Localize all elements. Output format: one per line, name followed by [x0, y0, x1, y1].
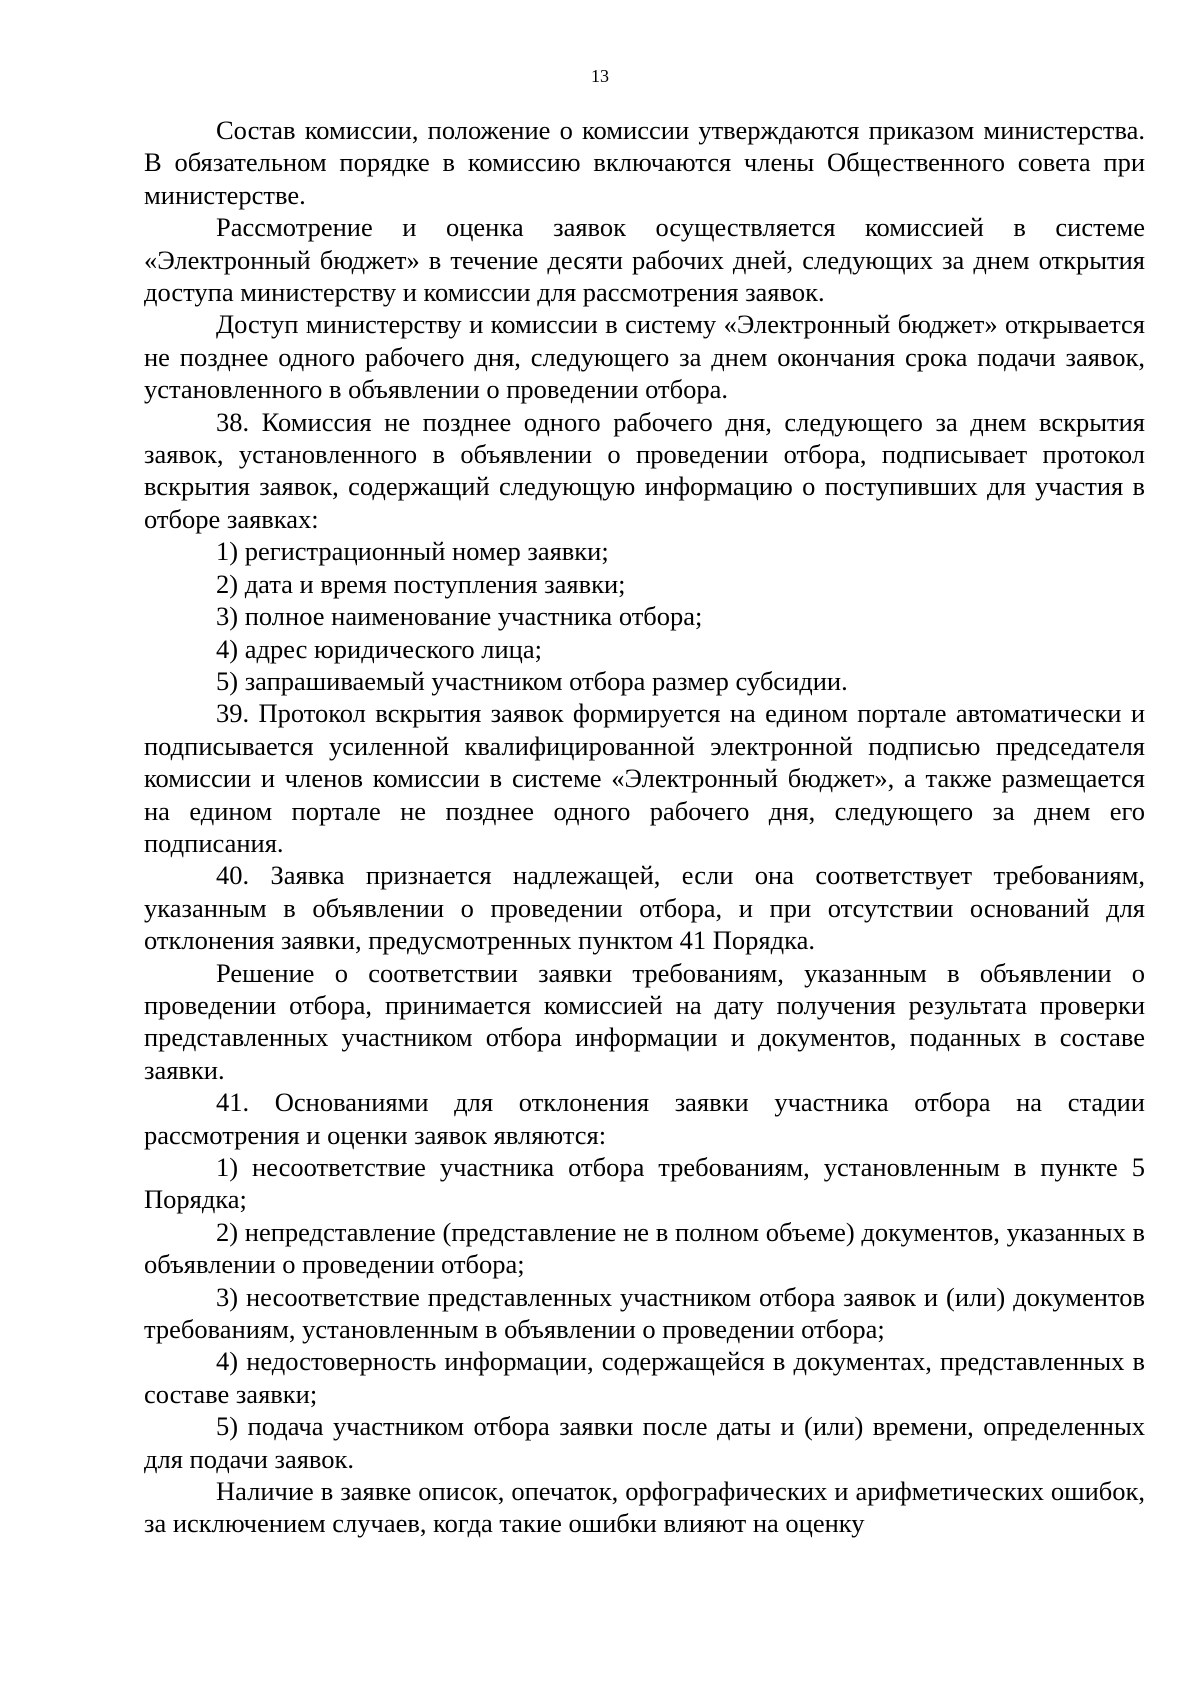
list-item-38-1: 1) регистрационный номер заявки; [216, 536, 609, 567]
list-item-41-5: 5) подача участником отбора заявки после даты и (или) времени, определенных для подачи заявок. [144, 1411, 1145, 1474]
list-item-41-2: 2) непредставление (представление не в полном объеме) документов, указанных в объявлении о проведении отбора; [144, 1216, 1145, 1280]
list-item-38-3: 3) полное наименование участника отбора; [216, 601, 703, 632]
paragraph-41: 41. Основаниями для отклонения заявки участника отбора на стадии рассмотрения и оценки заявок являются: [144, 1087, 1145, 1150]
list-item-38-4: 4) адрес юридического лица; [216, 633, 542, 664]
list-item-38-2: 2) дата и время поступления заявки; [216, 568, 626, 599]
list-item-41-4: 4) недостоверность информации, содержащейся в документах, представленных в составе заявки; [144, 1346, 1145, 1409]
document-body [144, 114, 1145, 1540]
paragraph-typos: Наличие в заявке описок, опечаток, орфографических и арифметических ошибок, за исключением случаев, когда такие ошибки влияют на оценку [144, 1476, 1145, 1539]
list-item-38-5: 5) запрашиваемый участником отбора размер субсидии. [216, 665, 848, 696]
paragraph-40: 40. Заявка признается надлежащей, если она соответствует требованиям, указанным в объявлении о проведении отбора, и при отсутствии оснований для отклонения заявки, предусмотренных пунктом 41 Порядка. [144, 860, 1145, 956]
paragraph-commission-composition: Состав комиссии, положение о комиссии утверждаются приказом министерства. В обязательном порядке в комиссию включаются члены Общественного совета при министерстве. [144, 115, 1145, 210]
paragraph-38: 38. Комиссия не позднее одного рабочего дня, следующего за днем вскрытия заявок, установленного в объявлении о проведении отбора, подписывает протокол вскрытия заявок, содержащий следующую информацию о поступивших для участия в отборе заявках: [144, 406, 1145, 534]
page-number: 13 [591, 66, 609, 86]
list-item-41-1: 1) несоответствие участника отбора требованиям, установленным в пункте 5 Порядка; [144, 1152, 1145, 1215]
paragraph-review-evaluation: Рассмотрение и оценка заявок осуществляется комиссией в системе «Электронный бюджет» в течение десяти рабочих дней, следующих за днем открытия доступа министерству и комиссии для рассмотрения заявок. [144, 212, 1145, 308]
paragraph-39: 39. Протокол вскрытия заявок формируется на едином портале автоматически и подписывается усиленной квалифицированной электронной подписью председателя комиссии и членов комиссии в системе «Электронный бюджет», а также размещается на едином портале не позднее одного рабочего дня, следующего за днем его подписания. [144, 698, 1145, 858]
list-item-41-3: 3) несоответствие представленных участником отбора заявок и (или) документов требованиям, установленным в объявлении о проведении отбора; [144, 1281, 1145, 1345]
paragraph-compliance-decision: Решение о соответствии заявки требованиям, указанным в объявлении о проведении отбора, принимается комиссией на дату получения результата проверки представленных участником отбора информации и документов, поданных в составе заявки. [144, 957, 1145, 1085]
paragraph-system-access: Доступ министерству и комиссии в систему «Электронный бюджет» открывается не позднее одного рабочего дня, следующего за днем окончания срока подачи заявок, установленного в объявлении о проведении отбора. [144, 309, 1145, 405]
